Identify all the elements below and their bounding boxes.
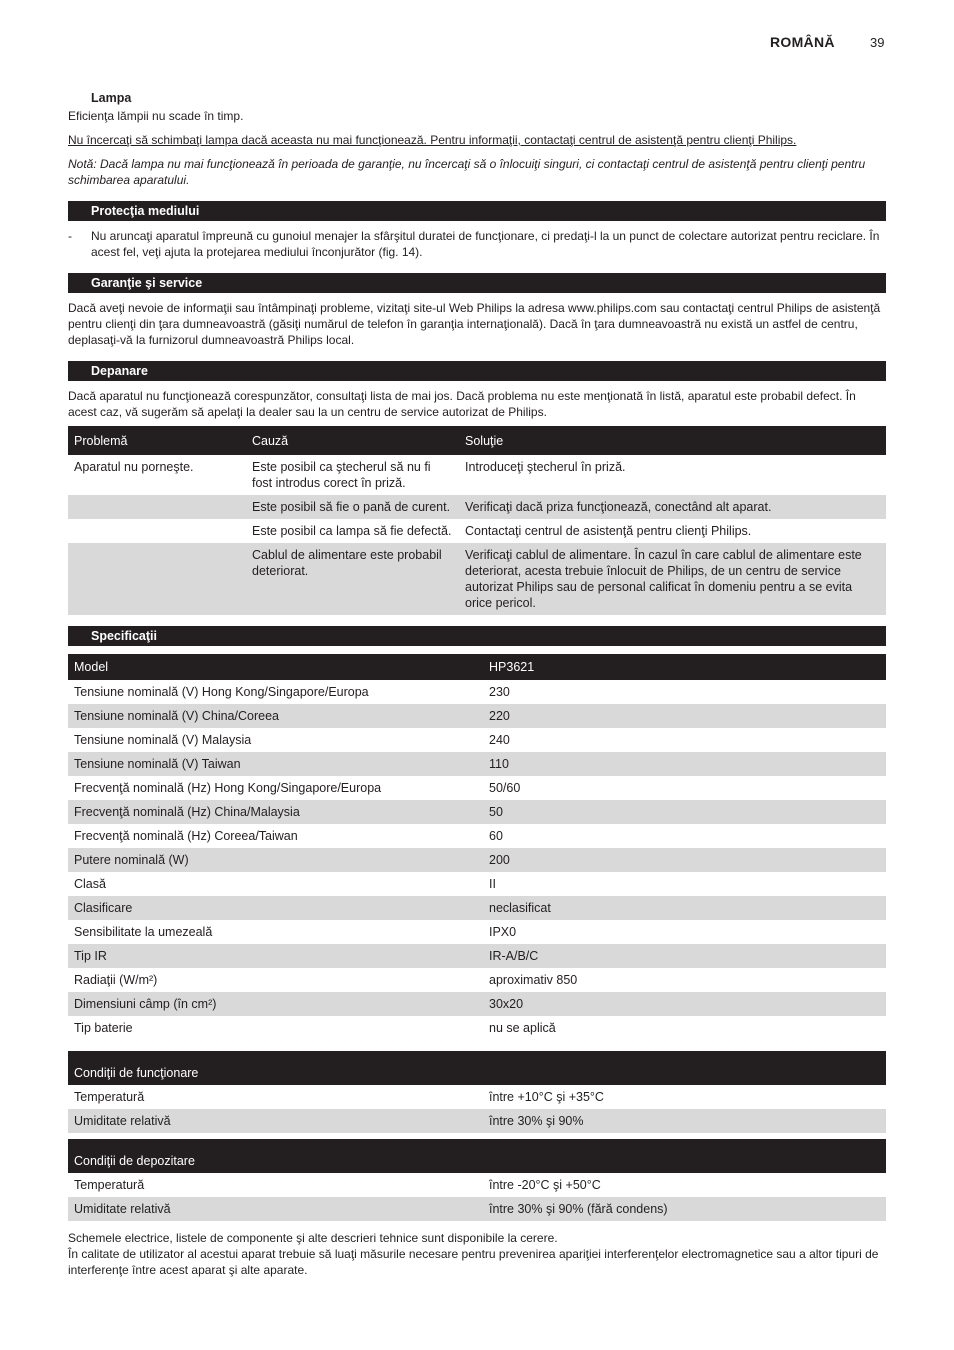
troubleshooting-header-row [68, 426, 886, 455]
spec-label: Sensibilitate la umezeală [74, 925, 213, 939]
table-row [68, 752, 886, 776]
storage-header-row [68, 1139, 886, 1173]
condition-value: între +10°C şi +35°C [489, 1090, 604, 1104]
table-row [68, 519, 886, 543]
problem-cell: Aparatul nu porneşte. [74, 460, 194, 474]
table-row [68, 1016, 886, 1040]
spec-label: Frecvenţă nominală (Hz) Hong Kong/Singapore/Europa [74, 781, 382, 795]
table-row [68, 495, 886, 519]
table-row [68, 1109, 886, 1133]
spec-label: Putere nominală (W) [74, 853, 189, 867]
table-row [68, 1085, 886, 1109]
table-row [68, 1197, 886, 1221]
table-row [68, 800, 886, 824]
spec-label: Tip IR [74, 949, 107, 963]
section-troubleshooting-title: Depanare [68, 361, 886, 381]
cause-cell: Este posibil să fie o pană de curent. [252, 500, 451, 514]
table-row [68, 920, 886, 944]
specs-header-row [68, 654, 886, 680]
header-cause: Cauză [246, 426, 459, 455]
lampa-note: Notă: Dacă lampa nu mai funcţionează în perioada de garanţie, nu încercaţi să o înlocuiţi singuri, ci contactaţi centrul de asistenţă pentru clienţi pentru schimbarea aparatului. [68, 157, 866, 187]
table-row [68, 776, 886, 800]
solution-cell: Verificaţi dacă priza funcţionează, conectând alt aparat. [465, 500, 772, 514]
spec-value: 220 [489, 709, 510, 723]
specs-table [68, 654, 886, 1040]
problem-cell [68, 519, 246, 543]
section-specs-title: Specificaţii [68, 626, 886, 646]
condition-value: între -20°C şi +50°C [489, 1178, 601, 1192]
guarantee-text-before: Dacă aveţi nevoie de informaţii sau întâmpinaţi probleme, vizitaţi site-ul Web Philips la adresa [68, 301, 569, 315]
header-problem: Problemă [68, 426, 246, 455]
table-row [68, 728, 886, 752]
spec-label: Tensiune nominală (V) Malaysia [74, 733, 252, 747]
solution-cell: Contactaţi centrul de asistenţă pentru clienţi Philips. [465, 524, 752, 538]
spec-label: Dimensiuni câmp (în cm²) [74, 997, 217, 1011]
header-solution: Soluţie [459, 426, 886, 455]
spec-label: Frecvenţă nominală (Hz) Coreea/Taiwan [74, 829, 298, 843]
guarantee-text-after: sau contactaţi centrul Philips de asistenţă pentru clienţi din ţara dumneavoastră (găsiţi numărul de telefon în garanţia internaţională). Dacă în ţara dumneavoastră nu există un astfel de centru, deplasaţi-vă la furnizorul dumneavoastră Philips local. [68, 301, 881, 347]
table-row [68, 680, 886, 704]
problem-cell [68, 495, 246, 519]
spec-value: aproximativ 850 [489, 973, 578, 987]
spec-value: 50 [489, 805, 503, 819]
operating-header-row [68, 1051, 886, 1085]
table-row [68, 968, 886, 992]
spec-value: 200 [489, 853, 510, 867]
spec-label: Tip baterie [74, 1021, 133, 1035]
condition-value: între 30% şi 90% (fără condens) [489, 1202, 668, 1216]
spec-label: Clasă [74, 877, 106, 891]
table-row [68, 1173, 886, 1197]
table-row [68, 896, 886, 920]
storage-conditions-table [68, 1139, 886, 1221]
environment-bullet-item [68, 228, 886, 260]
table-row [68, 872, 886, 896]
solution-cell: Introduceţi ştecherul în priză. [465, 460, 626, 474]
solution-cell: Verificaţi cablul de alimentare. În cazul în care cablul de alimentare este deteriorat, acesta trebuie înlocuit de Philips, de un centru de service autorizat Philips sau de personal calificat în domeniu pentru a se evita orice pericol. [465, 548, 862, 610]
table-row [68, 543, 886, 615]
spec-value: 230 [489, 685, 510, 699]
spec-value: nu se aplică [489, 1021, 556, 1035]
table-row [68, 944, 886, 968]
table-row [68, 992, 886, 1016]
lampa-efficiency-text: Eficienţa lămpii nu scade în timp. [68, 109, 244, 123]
bullet-dash: - [68, 229, 72, 243]
table-row [68, 704, 886, 728]
condition-label: Umiditate relativă [74, 1202, 171, 1216]
spec-label: Radiaţii (W/m²) [74, 973, 158, 987]
lampa-heading: Lampa [91, 91, 132, 105]
spec-value: 240 [489, 733, 510, 747]
guarantee-text [68, 300, 886, 348]
operating-conditions-table [68, 1051, 886, 1133]
spec-value: 60 [489, 829, 503, 843]
spec-label: Clasificare [74, 901, 133, 915]
storage-header-empty [483, 1139, 886, 1173]
condition-label: Temperatură [74, 1178, 145, 1192]
section-environment-title: Protecţia mediului [68, 201, 886, 221]
troubleshooting-table [68, 426, 886, 615]
table-row [68, 455, 886, 495]
spec-value: II [489, 877, 496, 891]
problem-cell [68, 543, 246, 615]
cause-cell: Cablul de alimentare este probabil deteriorat. [252, 548, 442, 578]
spec-value: IPX0 [489, 925, 517, 939]
spec-value: IR-A/B/C [489, 949, 539, 963]
section-guarantee-title: Garanţie şi service [68, 273, 886, 293]
spec-header-label: Model [68, 654, 483, 680]
condition-label: Temperatură [74, 1090, 145, 1104]
page-number: 39 [870, 35, 885, 50]
spec-value: 30x20 [489, 997, 524, 1011]
footer-interference-note: În calitate de utilizator al acestui aparat trebuie să luaţi măsurile necesare pentru prevenirea apariţiei interferenţelor electromagnetice sau a altor tipuri de interferenţe între acest aparat şi alte aparate. [68, 1247, 879, 1277]
spec-value: neclasificat [489, 901, 551, 915]
storage-title: Condiţii de depozitare [68, 1139, 483, 1173]
language-label: ROMÂNĂ [770, 34, 835, 50]
lampa-warning-text [68, 132, 886, 148]
operating-header-empty [483, 1051, 886, 1085]
spec-value: 110 [489, 757, 509, 771]
cause-cell: Este posibil ca lampa să fie defectă. [252, 524, 452, 538]
condition-value: între 30% şi 90% [489, 1114, 584, 1128]
spec-value: 50/60 [489, 781, 521, 795]
footer-technical-docs: Schemele electrice, listele de componente şi alte descrieri tehnice sunt disponibile la cerere. [68, 1231, 558, 1245]
environment-text: Nu aruncaţi aparatul împreună cu gunoiul menajer la sfârşitul duratei de funcţionare, ci predaţi-l la un punct de colectare autorizat pentru reciclare. În acest fel, veţi ajuta la protejarea mediului înconjurător (fig. 14). [91, 229, 880, 259]
cause-cell: Este posibil ca ştecherul să nu fi fost introdus corect în priză. [252, 460, 431, 490]
lampa-warning: Nu încercaţi să schimbaţi lampa dacă aceasta nu mai funcţionează. Pentru informaţii, contactaţi centrul de asistenţă pentru clienţi Philips. [68, 133, 797, 147]
table-row [68, 824, 886, 848]
spec-header-value: HP3621 [483, 654, 886, 680]
spec-label: Tensiune nominală (V) Hong Kong/Singapore/Europa [74, 685, 369, 699]
table-row [68, 848, 886, 872]
spec-label: Frecvenţă nominală (Hz) China/Malaysia [74, 805, 300, 819]
operating-title: Condiţii de funcţionare [68, 1051, 483, 1085]
troubleshooting-intro: Dacă aparatul nu funcţionează corespunzător, consultaţi lista de mai jos. Dacă problema nu este menţionată în listă, aparatul este probabil defect. În acest caz, vă sugerăm să apelaţi la dealer sau la un centru de service autorizat de Philips. [68, 389, 856, 419]
philips-website-link[interactable]: www.philips.com [568, 301, 657, 315]
spec-label: Tensiune nominală (V) Taiwan [74, 757, 241, 771]
spec-label: Tensiune nominală (V) China/Coreea [74, 709, 279, 723]
condition-label: Umiditate relativă [74, 1114, 171, 1128]
